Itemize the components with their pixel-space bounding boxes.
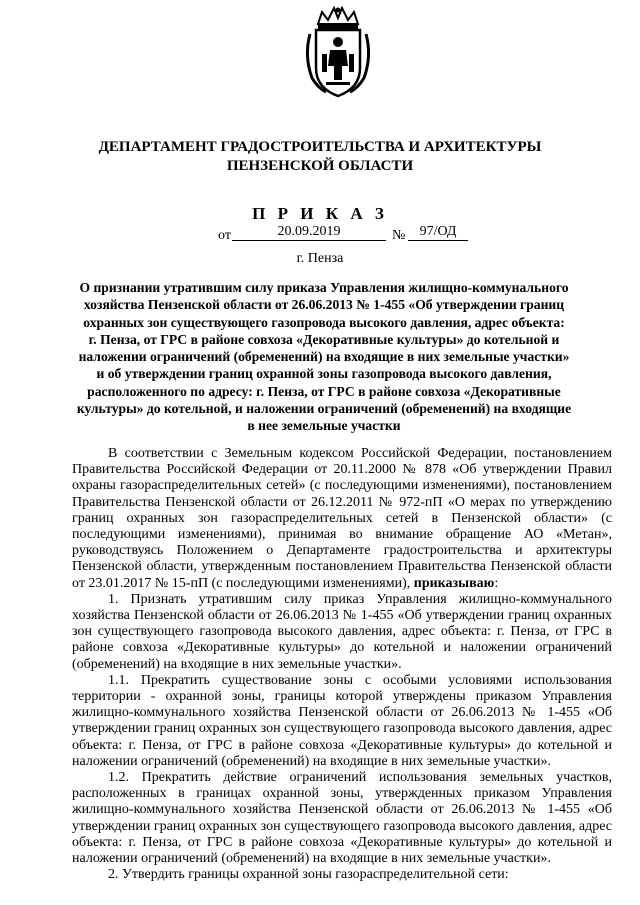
subject-line: г. Пенза, от ГРС в районе совхоза «Декоративные культуры» до котельной и xyxy=(88,331,560,347)
item-1-1: 1.1. Прекратить существование зоны с особыми условиями использования территории - охранной зоны, границы которой утверждены приказом Управления жилищно-коммунального хозяйства Пензенской области от 26.06.2013 № 1-455 «Об утверждении границ охранных зон существующего газопровода высокого давления, адрес объекта: г. Пенза, от ГРС в районе совхоза «Декоративные культуры» до котельной и наложении ограничений (обременений) на входящие в них земельные участки». xyxy=(72,672,612,769)
subject-line: О признании утратившим силу приказа Управления жилищно-коммунального xyxy=(79,280,569,295)
item-1-2: 1.2. Прекратить действие ограничений использования земельных участков, расположенных в границах охранной зоны, утвержденных приказом Управления жилищно-коммунального хозяйства Пензенской области от 26.06.2013 № 1-455 «Об утверждении границ охранных зон существующего газопровода высокого давления, адрес объекта: г. Пенза, от ГРС в районе совхоза «Декоративные культуры» до котельной и наложении ограничений (обременений) на входящие в них земельные участки». xyxy=(72,770,612,867)
item-1: 1. Признать утратившим силу приказ Управления жилищно-коммунального хозяйства Пензенской области от 26.06.2013 № 1-455 «Об утверждении границ охранных зон существующего газопровода высокого давления, адрес объекта: г. Пенза, от ГРС в районе совхоза «Декоративные культуры» до котельной и наложении ограничений (обременений) на входящие в них земельные участки». xyxy=(72,591,612,672)
coat-of-arms-icon xyxy=(296,6,380,100)
subject-line: наложении ограничений (обременений) на входящие в них земельные участки» xyxy=(78,349,570,365)
department-line-2: ПЕНЗЕНСКОЙ ОБЛАСТИ xyxy=(226,158,414,174)
department-line-1: ДЕПАРТАМЕНТ ГРАДОСТРОИТЕЛЬСТВА И АРХИТЕКТУРЫ xyxy=(98,139,542,155)
order-date-number-line xyxy=(0,224,640,246)
directive-word: приказываю xyxy=(413,575,495,591)
order-body xyxy=(72,446,612,883)
subject-line: расположенного по адресу: г. Пенза, от ГРС в районе совхоза «Декоративные xyxy=(87,383,561,399)
number-label: № xyxy=(392,228,406,243)
subject-line: и об утверждении границ охранной зоны газопровода высокого давления, xyxy=(96,366,552,382)
order-subject xyxy=(72,279,576,435)
order-number: 97/ОД xyxy=(408,224,468,241)
department-name xyxy=(40,138,600,176)
subject-line: культуры» до котельной, и наложении ограничений (обременений) на входящие xyxy=(76,401,572,417)
subject-line: охранных зон существующего газопровода высокого давления, адрес объекта: xyxy=(83,314,565,330)
preamble-text: В соответствии с Земельным кодексом Российской Федерации, постановлением Правительства Российской Федерации от 20.11.2000 № 878 «Об утверждении Правил охраны газораспределительных сетей» (с последующими изменениями), постановлением Правительства Пензенской области от 26.12.2011 № 972-пП «О мерах по утверждению границ охранных зон газораспределительных сетей в Пензенской области» (с последующими изменениями), принимая во внимание обращение АО «Метан», руководствуясь Положением о Департаменте градостроительства и архитектуры Пензенской области, утвержденным постановлением Правительства Пензенской области от 23.01.2017 № 15-пП (с последующими изменениями), xyxy=(72,446,612,591)
preamble-end: : xyxy=(494,575,499,591)
preamble-paragraph xyxy=(72,446,612,592)
subject-line: в нее земельные участки xyxy=(247,418,401,434)
subject-line: хозяйства Пензенской области от 26.06.2013 № 1-455 «Об утверждении границ xyxy=(83,297,565,313)
order-city: г. Пенза xyxy=(296,251,344,266)
order-title: П Р И К А З xyxy=(252,204,388,223)
item-2: 2. Утвердить границы охранной зоны газораспределительной сети: xyxy=(108,867,509,883)
date-label: от xyxy=(218,228,231,243)
order-date: 20.09.2019 xyxy=(232,224,386,241)
